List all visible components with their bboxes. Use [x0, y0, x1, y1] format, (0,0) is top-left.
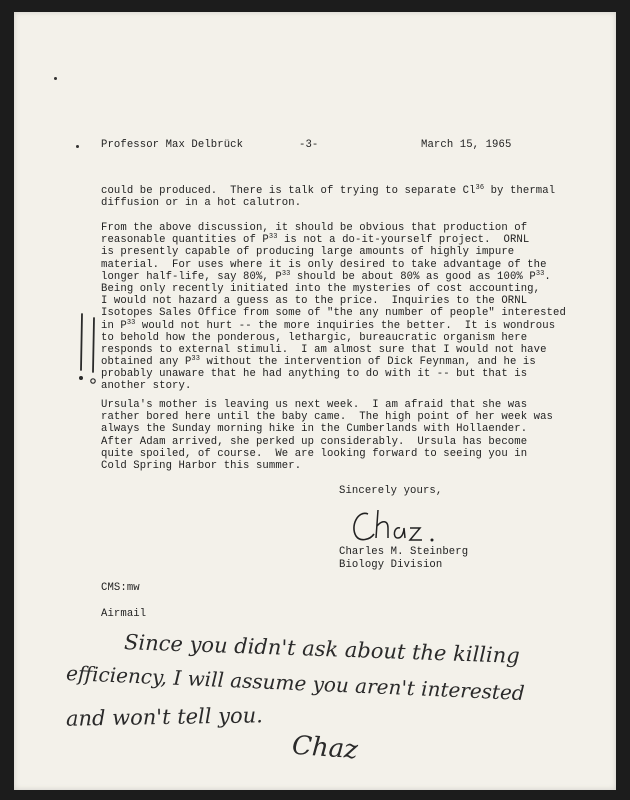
paragraph-2: [101, 222, 566, 393]
text-line: always the Sunday morning hike in the Cumberlands with Hollaender.: [101, 423, 528, 436]
handwritten-signature: Chaz: [291, 730, 359, 766]
typist-initials: CMS:mw: [101, 582, 140, 594]
text-line: responds to external stimuli. I am almost sure that I would not have: [101, 343, 547, 356]
delivery-method: Airmail: [101, 608, 147, 620]
text-line: After Adam arrived, she perked up considerably. Ursula has become: [101, 435, 528, 448]
text-line: quite spoiled, of course. We are looking forward to seeing you in: [101, 447, 528, 460]
text-line: From the above discussion, it should be obvious that production of: [101, 222, 528, 234]
text-line: material. For uses where it is only desired to take advantage of the: [101, 258, 547, 271]
margin-exclamation-marks: [74, 312, 104, 392]
text-line: could be produced. There is talk of trying to separate Cl$^{36}$ by thermal: [101, 184, 556, 197]
text-line: diffusion or in a hot calutron.: [101, 197, 302, 210]
handwritten-line-3: and won't tell you.: [65, 703, 264, 731]
paragraph-3: [101, 399, 554, 472]
text-line: I would not hazard a guess as to the price. Inquiries to the ORNL: [101, 295, 528, 308]
margin-dot: [76, 145, 79, 148]
letter-date: March 15, 1965: [421, 139, 512, 151]
letter-page: [14, 12, 616, 790]
signer-title: Biology Division: [339, 559, 443, 571]
text-line: longer half-life, say 80%, $P^{33}$ should be about 80% as good as 100% $P^{33}$.: [101, 269, 551, 283]
text-line: rather bored here until the baby came. The high point of her week was: [101, 411, 554, 424]
text-line: another story.: [101, 380, 192, 393]
text-line: Being only recently initiated into the mysteries of cost accounting,: [101, 282, 541, 295]
page-number: -3-: [299, 139, 319, 151]
recipient-line: Professor Max Delbrück: [101, 139, 244, 151]
handwritten-line-1: Since you didn't ask about the killing: [123, 630, 521, 668]
text-line: Ursula's mother is leaving us next week. I am afraid that she was: [101, 399, 528, 411]
paragraph-1: [101, 184, 556, 210]
text-line: Cold Spring Harbor this summer.: [101, 459, 302, 472]
text-line: Isotopes Sales Office from some of "the any number of people" interested: [101, 307, 566, 320]
text-line: probably unaware that he had anything to do with it -- but that is: [101, 368, 528, 381]
text-line: obtained any $P^{33}$ without the intervention of Dick Feynman, and he is: [101, 355, 536, 369]
text-line: is presently capable of producing large amounts of highly impure: [101, 246, 515, 259]
signer-name: Charles M. Steinberg: [339, 546, 469, 558]
handwritten-line-2: efficiency, I will assume you aren't interested: [65, 661, 526, 705]
text-line: to behold how the ponderous, lethargic, bureaucratic organism here: [101, 331, 528, 344]
text-line: in $P^{33}$ would not hurt -- the more inquiries the better. It is wondrous: [101, 318, 556, 332]
salutation: Sincerely yours,: [339, 485, 443, 497]
signature: [348, 506, 458, 550]
handwritten-note: [65, 630, 614, 777]
text-line: reasonable quantities of $P^{33}$ is not a do-it-yourself project. ORNL: [101, 233, 530, 247]
margin-dot: [54, 77, 57, 80]
